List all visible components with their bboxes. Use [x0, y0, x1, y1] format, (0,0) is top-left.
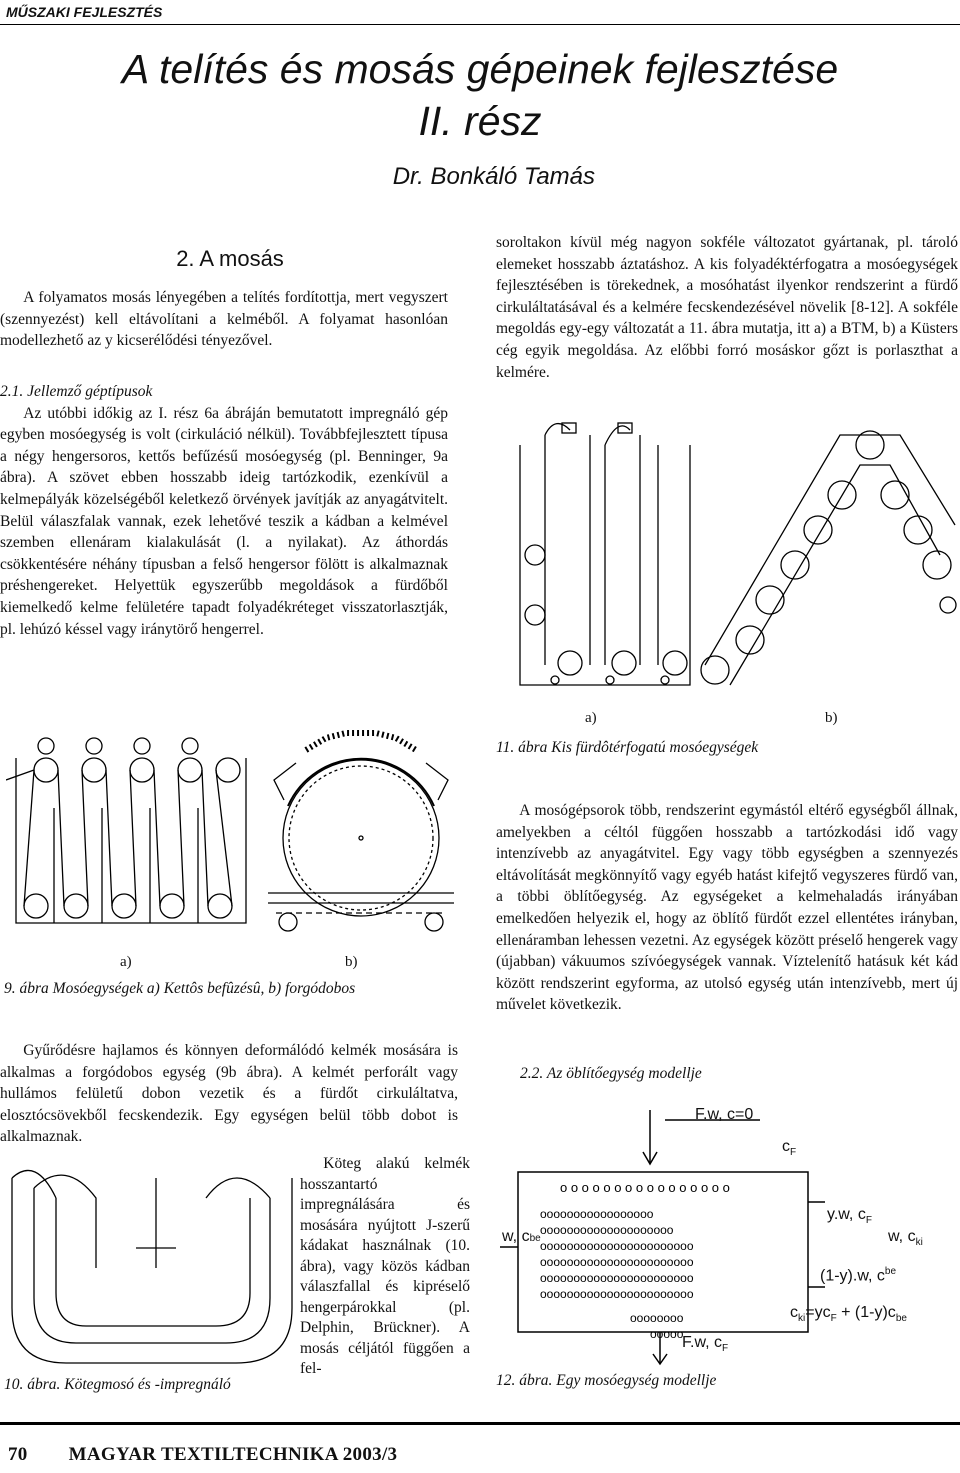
rope-paragraph: Köteg alakú kelmék hosszantartó impregnálására és mosására nyújtott J-szerű kádakat használnak (10. ábra), vagy közös kádban válaszfallal és kipréselő hengerpárokkal (pl. Delphin, Brückner). A mosás céljától függően a fel-: [300, 1155, 470, 1377]
svg-text:ooooooooooooooooooooooo: ooooooooooooooooooooooo: [540, 1287, 694, 1301]
fig12-label-fw-bottom: F.w, $c_F$: [682, 1334, 729, 1355]
drum-paragraph: Gyűrődésre hajlamos és könnyen deformálódó kelmék mosására is alkalmas a forgódobos egység (9b ábra). A kelmét perforált vagy hullámos felületű dobon vezetik és a fürdőt cirkuláltatva, elosztócsövekből fecskendezik. Egy egységen belül több dobot is alkalmaznak.: [0, 1042, 458, 1146]
svg-text:ooooooooooooooooooooooo: ooooooooooooooooooooooo: [540, 1255, 694, 1269]
figure-11b-label: b): [825, 710, 838, 726]
figure-10-drawing: [6, 1158, 298, 1368]
section-heading: 2. A mosás: [176, 246, 284, 271]
intro-paragraph: A folyamatos mosás lényegében a telítés fordítottja, mert vegyszert (szennyezést) kell eltávolítani a kelméből. A folyamat hasonlóan modellezhető az y kicserélődési tényezővel.: [0, 289, 448, 350]
svg-text:ooooooooooooooooo: ooooooooooooooooo: [540, 1207, 654, 1221]
footer-rule: [0, 1422, 960, 1425]
subsection-heading: 2.1. Jellemző géptípusok: [0, 383, 153, 400]
lines-paragraph: A mosógépsorok több, rendszerint egymástól eltérő egységből állnak, amelyekben a céltól függően hosszabb a tartózkodási idő vagy intenzívebb az anyagátvitel. Egy vagy több egységben a szennyezés eltávolítását megkönnyítő vagy egyéb hatást kifejtő vegyszeres fürdő van, a többi öblítőegység. Az egységeket a kelmehaladás irányában emelkedően helyezik el, hogy az öblítő fürdőt ezzel ellentétes irányban, ellenáramban lehessen vezetni. Az egységek között préselő hengerek vagy (újabban) vákuumos szívóegységek vannak. Víztelenítő hatásuk két kád között rendszerint egyforma, az utolsó egység után intenzívebb, mert új művelet következik.: [496, 802, 958, 1014]
figure-11a-label: a): [585, 710, 597, 726]
subsection-2-2-heading: 2.2. Az öblítőegység modellje: [520, 1065, 702, 1082]
fig12-label-wc: w, $c_{ki}$: [888, 1228, 923, 1249]
fig12-label-cf: $c_F$: [782, 1138, 797, 1159]
subsection-2-1: [0, 381, 448, 640]
svg-text:o o o o o o o o o o o o o o o: o o o o o o o o o o o o o o o o: [560, 1180, 730, 1195]
page-number: 70: [8, 1444, 28, 1465]
svg-text:oooooooooooooooooooo: oooooooooooooooooooo: [540, 1223, 674, 1237]
figure-9-drawing: [6, 708, 474, 948]
article-author: Dr. Bonkáló Tamás: [392, 163, 595, 190]
article-title-line2: II. rész: [418, 98, 542, 144]
fig12-label-yw: y.w, $c_F$: [827, 1206, 872, 1227]
journal-name: MAGYAR TEXTILTECHNIKA 2003/3: [68, 1444, 398, 1465]
figure-9a-label: a): [120, 954, 132, 970]
svg-text:ooooooooooooooooooooooo: ooooooooooooooooooooooo: [540, 1271, 694, 1285]
figure-9b-label: b): [345, 954, 358, 970]
fig12-label-equation: $c_{ki}=yc_F + (1-y)c_{be}$: [790, 1304, 907, 1325]
figure-10-caption: 10. ábra. Kötegmosó és -impregnáló: [4, 1376, 231, 1393]
subsection-text: Az utóbbi időkig az I. rész 6a ábráján bemutatott impregnáló gép egyben mosóegység is volt (cirkuláció nélkül). Továbbfejlesztett típusa a négy hengersoros, kettős befűzésű mosóegység (pl. Benninger, 9a ábra). A szövet ebben hosszabb ideig tartózkodik, ezenkívül a kelmepályák közelségéből keletkező örvények javítják az anyagátvitelt. Belül válaszfalak vannak, ezek lehetővé teszik a kádban a kelmével szemben ellenáram kialakulását (l. a nyilakat). Az áthordás csökkentésére néhány típusban a felső hengersor fölött is alkalmaznak préshengereket. Helyettük egyszerűbb megoldások a fürdőből kiemelkedő kelme felületére tapadt folyadékréteget visszatorlasztják, pl. lehúzó késsel vagy iránytörő hengerrel.: [0, 404, 448, 638]
figure-12-caption: 12. ábra. Egy mosóegység modellje: [496, 1372, 717, 1389]
fig12-label-1y: (1-y).w, $c^{be}$: [820, 1266, 897, 1285]
svg-text:ooooo: ooooo: [650, 1327, 684, 1341]
footer: [8, 1444, 397, 1466]
fig12-label-w: w, cbe: [502, 1228, 541, 1245]
right-column-paragraph: soroltakon kívül még nagyon sokféle változatot gyártanak, pl. tároló elemeket hosszabb áztatáshoz. A kis folyadéktérfogatra a mosóegységek fejlesztésében is törekednek, a mosóhatást ilyenkor rendszerint a fürdő cirkuláltatásával és a kelmére fecskendezésével növelik [8-12]. A sokféle megoldás egy-egy változatát a 11. ábra mutatja, itt a) a BTM, b) a Küsters cég egyik megoldása. Az előbbi forró mosáskor gőzt is porlaszthat a kelmére.: [496, 234, 958, 381]
figure-11-caption: 11. ábra Kis fürdôtérfogatú mosóegységek: [496, 739, 759, 756]
figure-9-caption: 9. ábra Mosóegységek a) Kettôs befûzésû, b) forgódobos: [4, 980, 356, 997]
figure-11-drawing: [500, 405, 958, 705]
section-label: MŰSZAKI FEJLESZTÉS: [6, 4, 163, 20]
svg-text:ooooooooooooooooooooooo: ooooooooooooooooooooooo: [540, 1239, 694, 1253]
article-title-line1: A telítés és mosás gépeinek fejlesztése: [121, 46, 839, 92]
fig12-label-fw-top: F.w, c=0: [695, 1106, 754, 1123]
fig12-hole-rows: [540, 1180, 730, 1341]
svg-text:oooooooo: oooooooo: [630, 1311, 684, 1325]
header-rule: [0, 24, 960, 25]
